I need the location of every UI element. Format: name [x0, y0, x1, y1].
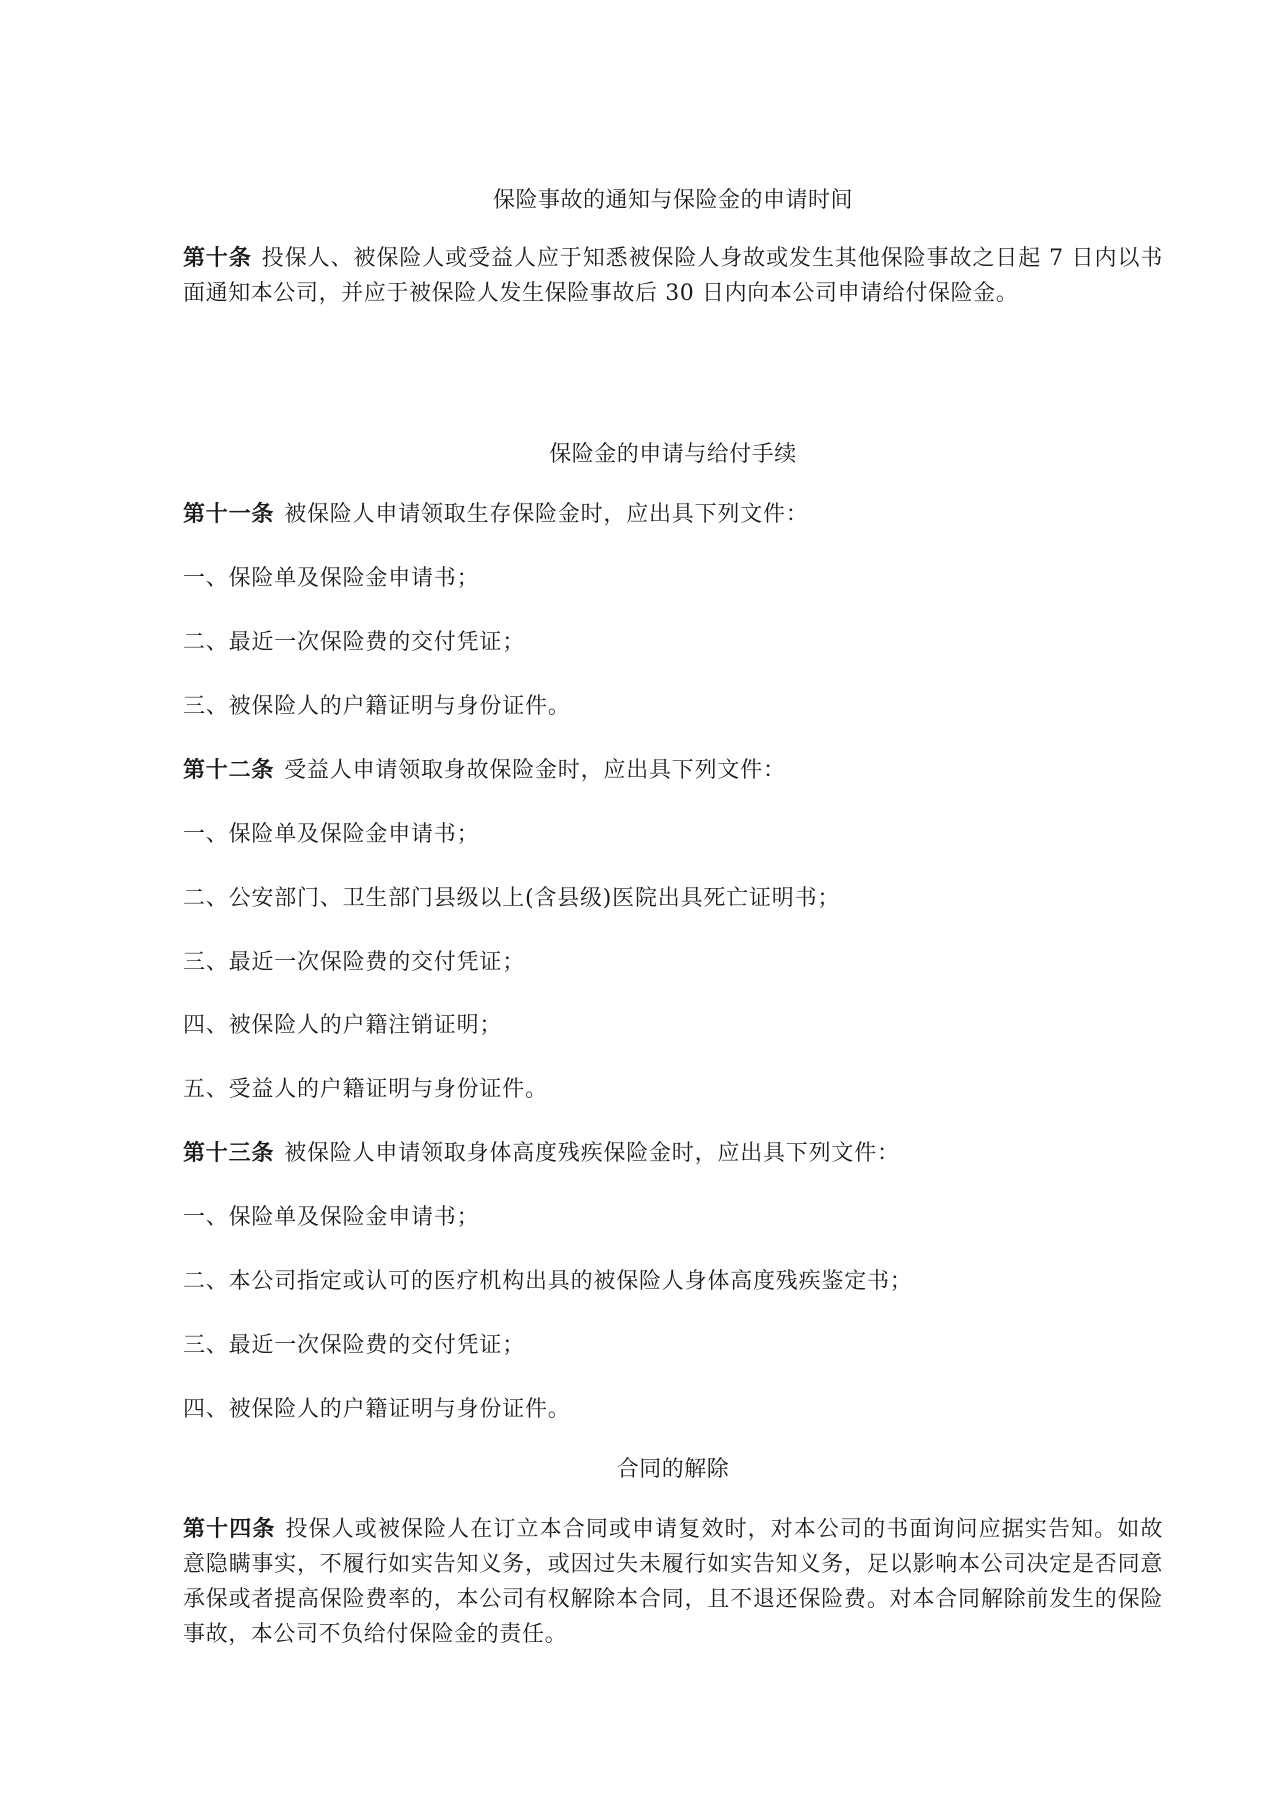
article-14: [183, 1512, 1163, 1652]
article-label: 第十三条: [183, 1141, 275, 1166]
article-11: [183, 500, 809, 530]
article-text: 被保险人申请领取生存保险金时，应出具下列文件：: [284, 502, 809, 527]
list-item: 二、最近一次保险费的交付凭证；: [183, 630, 526, 655]
section-heading-claim-procedure: 保险金的申请与给付手续: [549, 442, 797, 467]
list-item: 一、保险单及保险金申请书；: [183, 566, 480, 591]
list-item: 四、被保险人的户籍注销证明；: [183, 1013, 503, 1038]
article-label: 第十四条: [183, 1517, 276, 1542]
list-item: 二、本公司指定或认可的医疗机构出具的被保险人身体高度残疾鉴定书；: [183, 1269, 913, 1294]
list-item: 一、保险单及保险金申请书；: [183, 1205, 480, 1230]
list-item: 二、公安部门、卫生部门县级以上(含县级)医院出具死亡证明书；: [183, 886, 841, 911]
article-13: [183, 1139, 900, 1169]
article-10: [183, 241, 1163, 311]
article-text: 受益人申请领取身故保险金时，应出具下列文件：: [284, 758, 786, 783]
article-12: [183, 756, 786, 786]
article-label: 第十二条: [183, 758, 275, 783]
article-text: 被保险人申请领取身体高度残疾保险金时，应出具下列文件：: [284, 1141, 900, 1166]
list-item: 三、最近一次保险费的交付凭证；: [183, 1333, 526, 1358]
article-label: 第十一条: [183, 502, 275, 527]
list-item: 三、最近一次保险费的交付凭证；: [183, 950, 526, 975]
list-item: 三、被保险人的户籍证明与身份证件。: [183, 694, 571, 719]
article-text: 投保人、被保险人或受益人应于知悉被保险人身故或发生其他保险事故之日起 7 日内以书面通知本公司，并应于被保险人发生保险事故后 30 日内向本公司申请给付保险金。: [183, 246, 1163, 306]
section-heading-claim-notice: 保险事故的通知与保险金的申请时间: [492, 188, 853, 213]
list-item: 四、被保险人的户籍证明与身份证件。: [183, 1397, 571, 1422]
section-heading-contract-termination: 合同的解除: [616, 1457, 730, 1482]
list-item: 一、保险单及保险金申请书；: [183, 822, 480, 847]
list-item: 五、受益人的户籍证明与身份证件。: [183, 1077, 548, 1102]
article-label: 第十条: [183, 246, 252, 271]
article-text: 投保人或被保险人在订立本合同或申请复效时，对本公司的书面询问应据实告知。如故意隐瞒事实，不履行如实告知义务，或因过失未履行如实告知义务，足以影响本公司决定是否同意承保或者提高保险费率的，本公司有权解除本合同，且不退还保险费。对本合同解除前发生的保险事故，本公司不负给付保险金的责任。: [183, 1517, 1163, 1647]
